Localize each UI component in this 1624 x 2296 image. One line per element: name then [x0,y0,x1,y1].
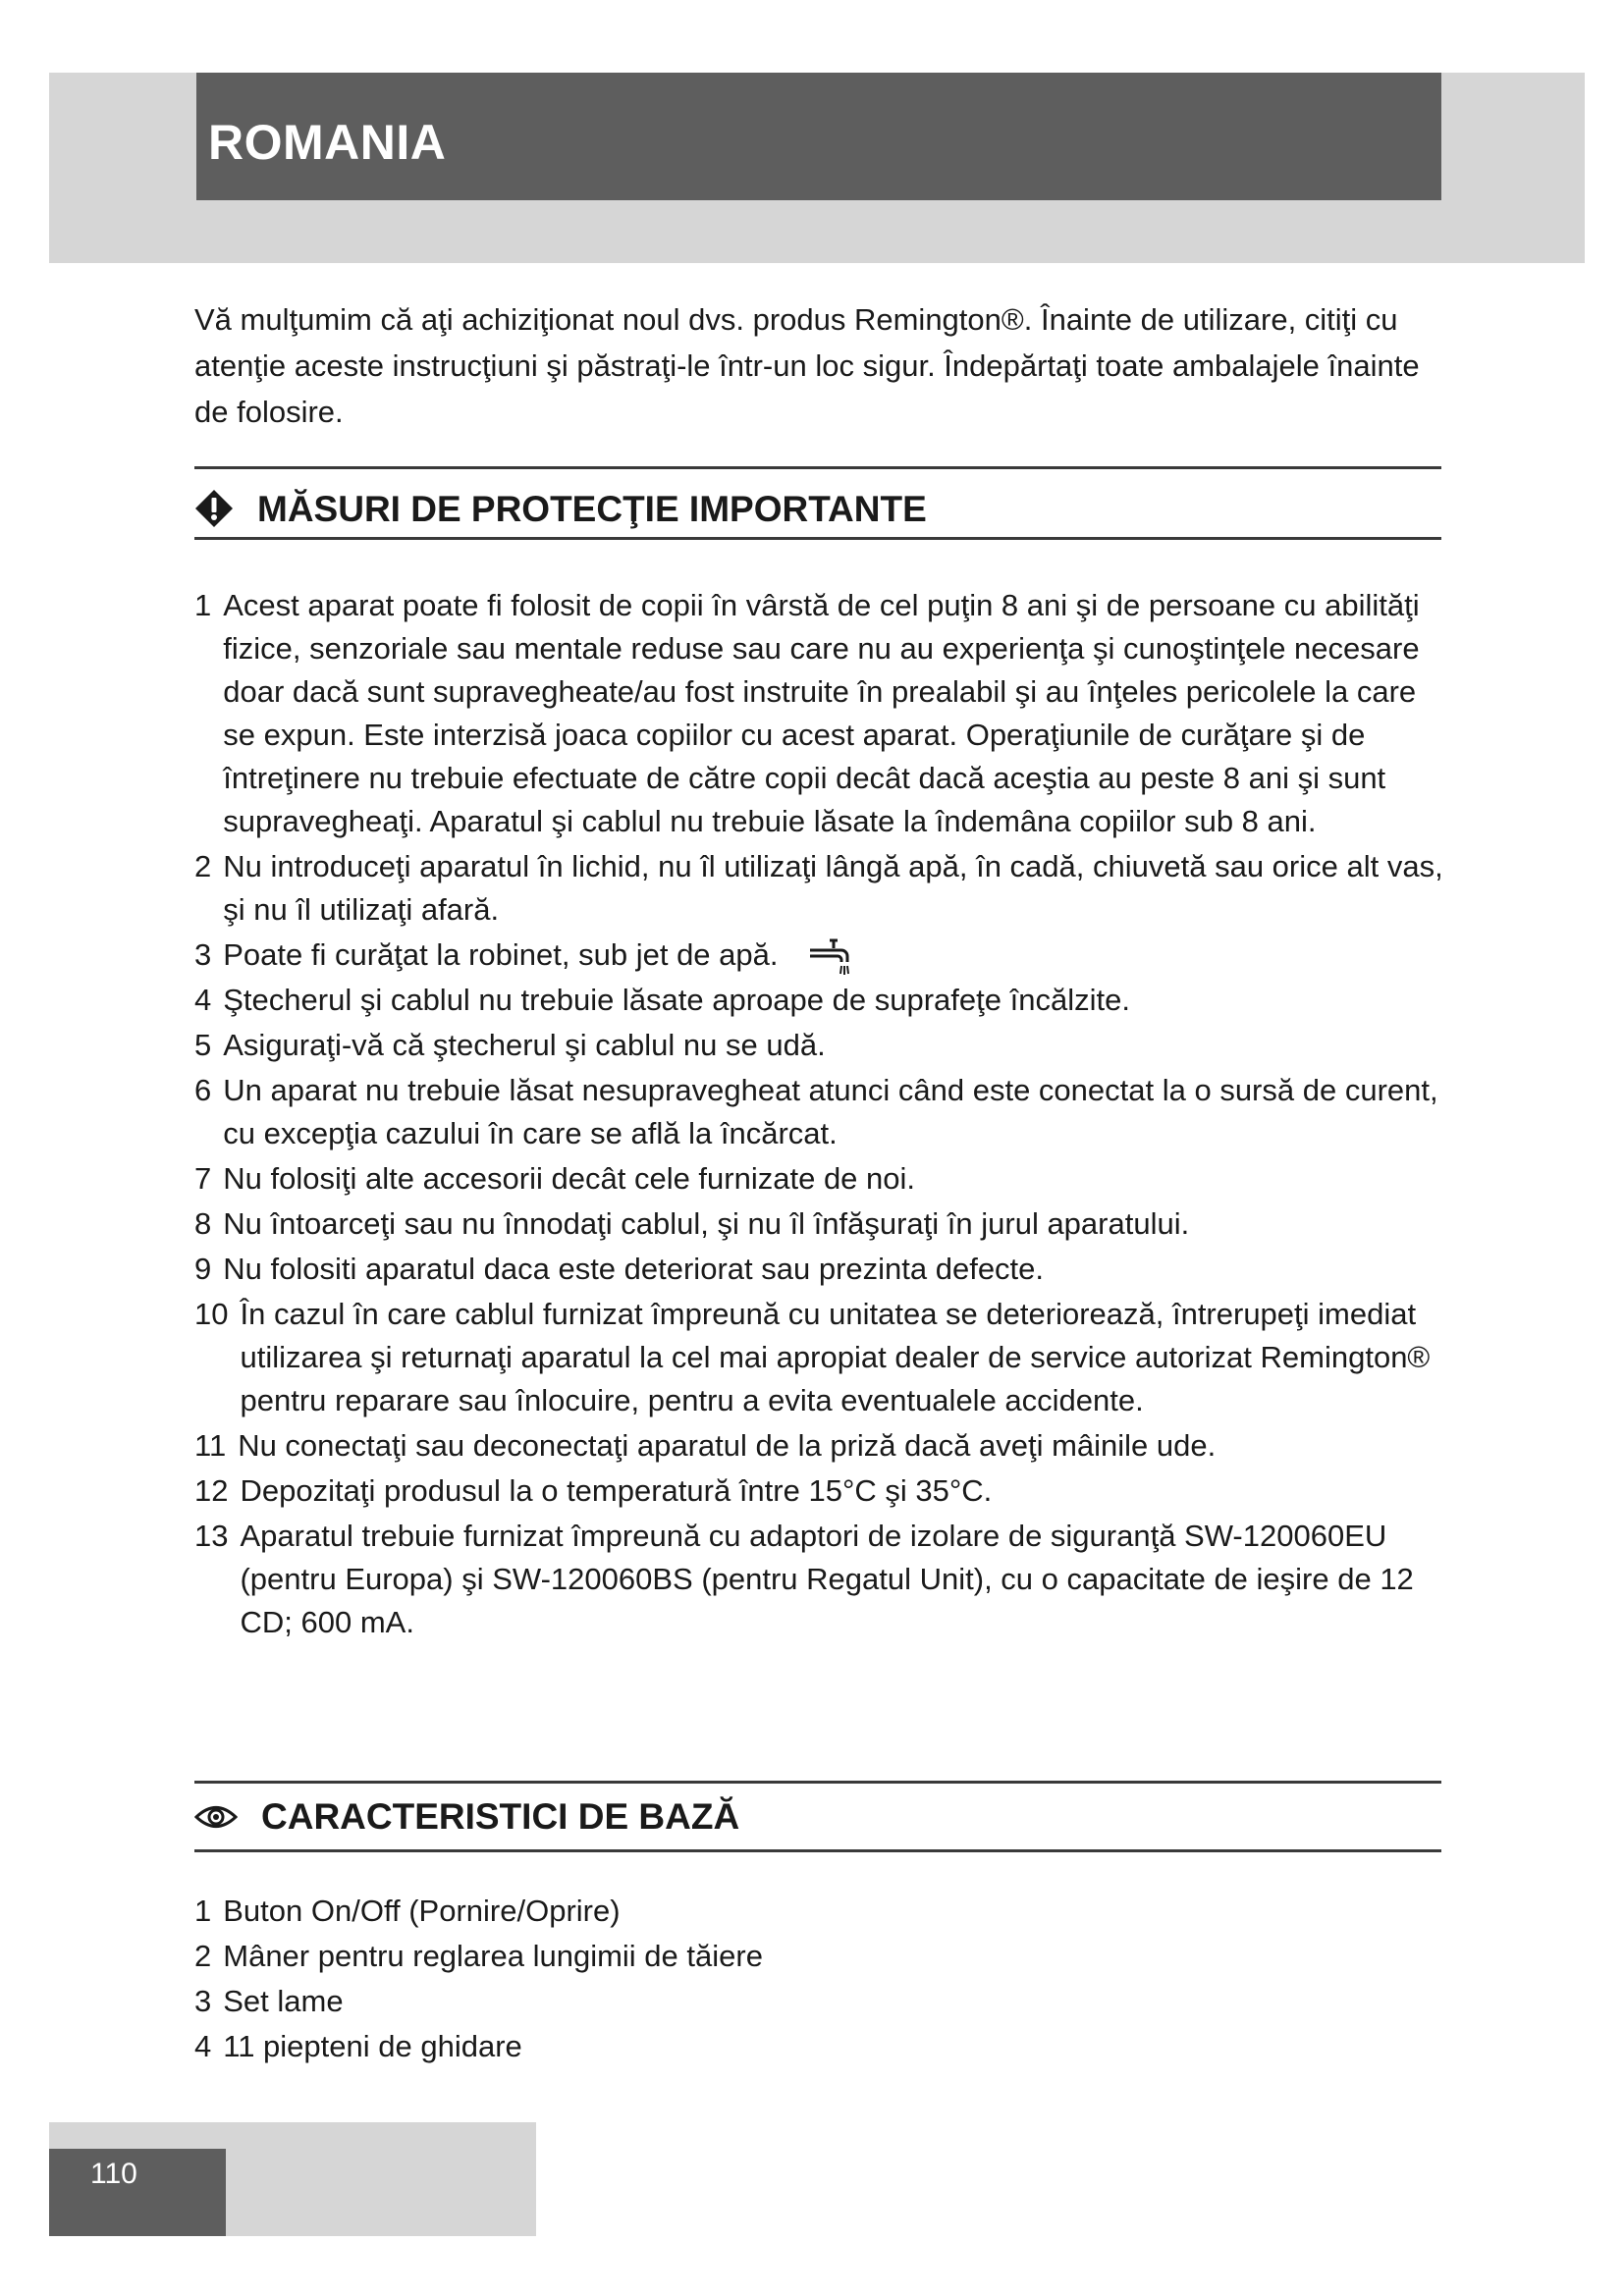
list-item: 7 Nu folosiţi alte accesorii decât cele furnizate de noi. [194,1161,916,1196]
warning-diamond-icon [194,489,234,528]
list-item: 3 Poate fi curăţat la robinet, sub jet de apă. [194,934,1451,977]
list-item: 6 Un aparat nu trebuie lăsat nesupravegheat atunci când este conectat la o sursă de curent, cu excepţia cazului în care se află la încărcat. [194,1073,1438,1150]
list-item: 5 Asiguraţi-vă că ştecherul şi cablul nu se udă. [194,1028,826,1062]
safety-heading-text: MĂSURI DE PROTECŢIE IMPORTANTE [257,488,927,529]
intro-paragraph: Vă mulţumim că aţi achiziţionat noul dvs. produs Remington®. Înainte de utilizare, citiţi cu atenţie aceste instrucţiuni şi păstraţi-le într-un loc sigur. Îndepărtaţi toate ambalajele înainte de folosire. [194,302,1420,429]
page-title: ROMANIA [208,115,447,170]
page-number: 110 [90,2158,137,2190]
list-item: 11 Nu conectaţi sau deconectaţi aparatul de la priză dacă aveţi mâinile ude. [194,1428,1217,1463]
tap-water-icon [808,937,853,977]
features-list [194,1890,1451,2070]
section-rule-top [194,466,1441,469]
list-item: 1 Acest aparat poate fi folosit de copii în vârstă de cel puţin 8 ani şi de persoane cu abilităţi fizice, senzoriale sau mentale reduse sau care nu au experienţa şi cunoştinţele necesare doar dacă sunt supravegheate/au fost instruite în prealabil şi au înţeles pericolele la care se expun. Este interzisă joaca copiilor cu acest aparat. Operaţiunile de curăţare şi de întreţinere nu trebuie efectuate de către copii decât dacă aceştia au peste 8 ani şi sunt supravegheaţi. Aparatul şi cablul nu trebuie lăsate la îndemâna copiilor sub 8 ani. [194,588,1420,838]
safety-heading [194,489,927,528]
list-item: 12 Depozitaţi produsul la o temperatură între 15°C şi 35°C. [194,1473,993,1508]
footer-page-box [49,2149,226,2236]
list-item: 2 Nu introduceţi aparatul în lichid, nu îl utilizaţi lângă apă, în cadă, chiuvetă sau orice alt vas, şi nu îl utilizaţi afară. [194,849,1443,927]
list-item: 2 Mâner pentru reglarea lungimii de tăiere [194,1939,763,1973]
list-item: 9 Nu folositi aparatul daca este deteriorat sau prezinta defecte. [194,1252,1045,1286]
section-rule-bottom [194,537,1441,540]
features-heading [194,1798,739,1835]
list-item: 1 Buton On/Off (Pornire/Oprire) [194,1894,621,1928]
section-rule-top [194,1781,1441,1784]
list-item: 4 Ştecherul şi cablul nu trebuie lăsate aproape de suprafeţe încălzite. [194,983,1130,1017]
features-heading-text: CARACTERISTICI DE BAZĂ [261,1796,740,1837]
list-item: 8 Nu întoarceţi sau nu înnodaţi cablul, şi nu îl înfăşuraţi în jurul aparatului. [194,1206,1190,1241]
list-item: 13 Aparatul trebuie furnizat împreună cu adaptori de izolare de siguranţă SW-120060EU (pentru Europa) şi SW-120060BS (pentru Regatul Unit), cu o capacitate de ieşire de 12 CD; 600 mA. [194,1519,1414,1639]
list-item: 10 În cazul în care cablul furnizat împreună cu unitatea se deteriorează, întrerupeţi imediat utilizarea şi returnaţi aparatul la cel mai apropiat dealer de service autorizat Remington® pentru reparare sau înlocuire, pentru a evita eventualele accidente. [194,1297,1431,1417]
eye-icon [194,1802,238,1832]
list-item: 3 Set lame [194,1984,344,2018]
safety-list [194,584,1451,1646]
list-item: 4 11 piepteni de ghidare [194,2029,522,2063]
section-rule-bottom [194,1849,1441,1852]
